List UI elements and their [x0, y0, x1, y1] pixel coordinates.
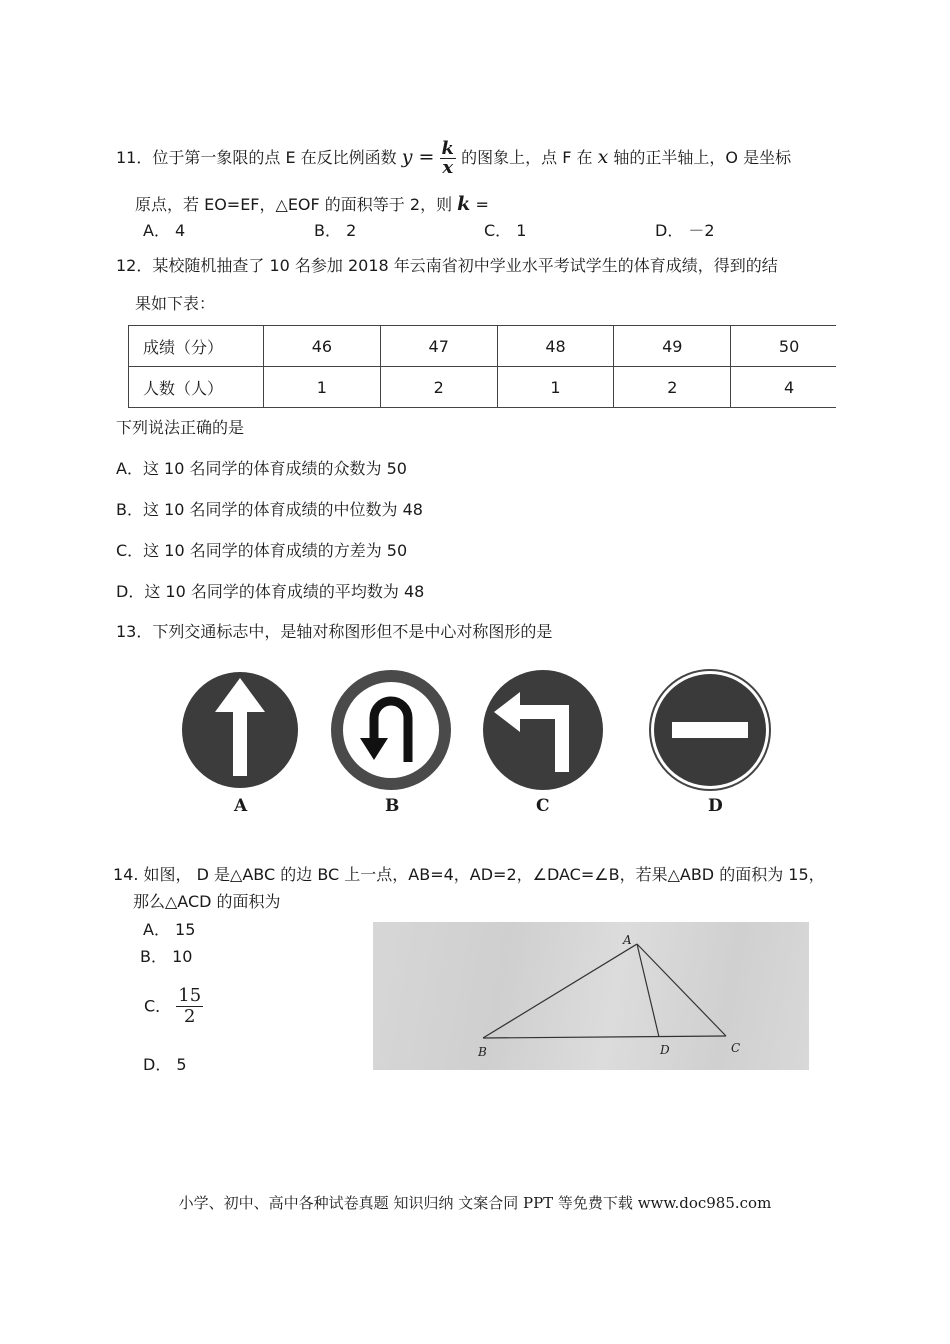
figure-label-b: B — [478, 1045, 487, 1059]
q11-opt-d: D． －2 — [655, 221, 715, 240]
table-cell: 49 — [614, 326, 731, 367]
q12-line1: 12．某校随机抽查了 10 名参加 2018 年云南省初中学业水平考试学生的体育成绩，得到的结 — [116, 256, 778, 275]
q14-opt-c-prefix: C． — [144, 996, 172, 1016]
q14-line1: 14. 如图， D 是△ABC 的边 BC 上一点，AB=4，AD=2，∠DAC=∠B，若果△ABD 的面积为 15， — [113, 865, 825, 884]
q14-opt-b: B． 10 — [140, 947, 193, 966]
q12-line2: 果如下表： — [135, 294, 216, 313]
triangle-figure — [373, 922, 809, 1070]
q14-frac-den: 2 — [184, 1006, 196, 1027]
q14-opt-c-fraction — [176, 986, 203, 1027]
traffic-signs — [170, 660, 790, 800]
q11-frac-den: x — [442, 157, 454, 178]
table-cell: 46 — [264, 326, 381, 367]
table-cell: 48 — [497, 326, 614, 367]
q13-line: 13．下列交通标志中，是轴对称图形但不是中心对称图形的是 — [116, 622, 553, 641]
q14-frac-num: 15 — [178, 985, 202, 1006]
table-cell: 1 — [497, 367, 614, 408]
q12-score-table — [128, 325, 836, 408]
figure-label-d: D — [660, 1043, 670, 1057]
q12-opt-b: B．这 10 名同学的体育成绩的中位数为 48 — [116, 500, 423, 519]
table-cell: 50 — [731, 326, 836, 367]
table-row — [129, 326, 837, 367]
table-row — [129, 367, 837, 408]
q11-text-b: 的图象上，点 F 在 — [461, 148, 593, 167]
q11-fn-y: y = — [401, 146, 435, 168]
q11-var-x: x — [597, 146, 609, 168]
q14-opt-d: D． 5 — [143, 1055, 187, 1074]
q11-text-e: = — [475, 195, 489, 214]
q12-table-clip — [0, 0, 836, 420]
q14-line2: 那么△ACD 的面积为 — [133, 892, 281, 911]
table-cell: 1 — [264, 367, 381, 408]
table-cell-header: 人数（人） — [129, 367, 264, 408]
q14-opt-c — [144, 986, 203, 1027]
q11-opt-b: B． 2 — [314, 221, 357, 240]
q12-prompt: 下列说法正确的是 — [116, 418, 245, 437]
q11-frac-num: k — [441, 138, 455, 159]
triangle-figure-photo — [373, 922, 809, 1070]
sign-d-no-entry-icon — [650, 670, 770, 790]
table-cell: 47 — [380, 326, 497, 367]
q11-text-d: 原点，若 EO=EF，△EOF 的面积等于 2，则 — [135, 195, 453, 214]
sign-label-c: C — [536, 796, 550, 816]
q11-text-a: 11．位于第一象限的点 E 在反比例函数 — [116, 148, 397, 167]
table-cell: 2 — [614, 367, 731, 408]
q11-var-k: k — [457, 193, 471, 215]
sign-label-b: B — [385, 796, 400, 816]
q11-opt-c: C． 1 — [484, 221, 527, 240]
table-cell-header: 成绩（分） — [129, 326, 264, 367]
figure-label-c: C — [731, 1041, 741, 1055]
sign-label-d: D — [708, 796, 723, 816]
page-footer: 小学、初中、高中各种试卷真题 知识归纳 文案合同 PPT 等免费下载 www.doc985.com — [178, 1194, 772, 1212]
table-cell: 4 — [731, 367, 836, 408]
sign-a-straight-arrow-icon — [182, 672, 298, 788]
q12-opt-c: C．这 10 名同学的体育成绩的方差为 50 — [116, 541, 408, 560]
sign-c-left-turn-icon — [483, 670, 603, 790]
q11-text-c: 轴的正半轴上，O 是坐标 — [613, 148, 792, 167]
q11-opt-a: A． 4 — [143, 221, 186, 240]
sign-label-a: A — [234, 796, 248, 816]
q12-opt-a: A．这 10 名同学的体育成绩的众数为 50 — [116, 459, 407, 478]
sign-b-u-turn-icon — [331, 670, 451, 790]
q14-opt-a: A． 15 — [143, 920, 196, 939]
q12-opt-d: D．这 10 名同学的体育成绩的平均数为 48 — [116, 582, 425, 601]
figure-label-a: A — [623, 933, 632, 947]
table-cell: 2 — [380, 367, 497, 408]
